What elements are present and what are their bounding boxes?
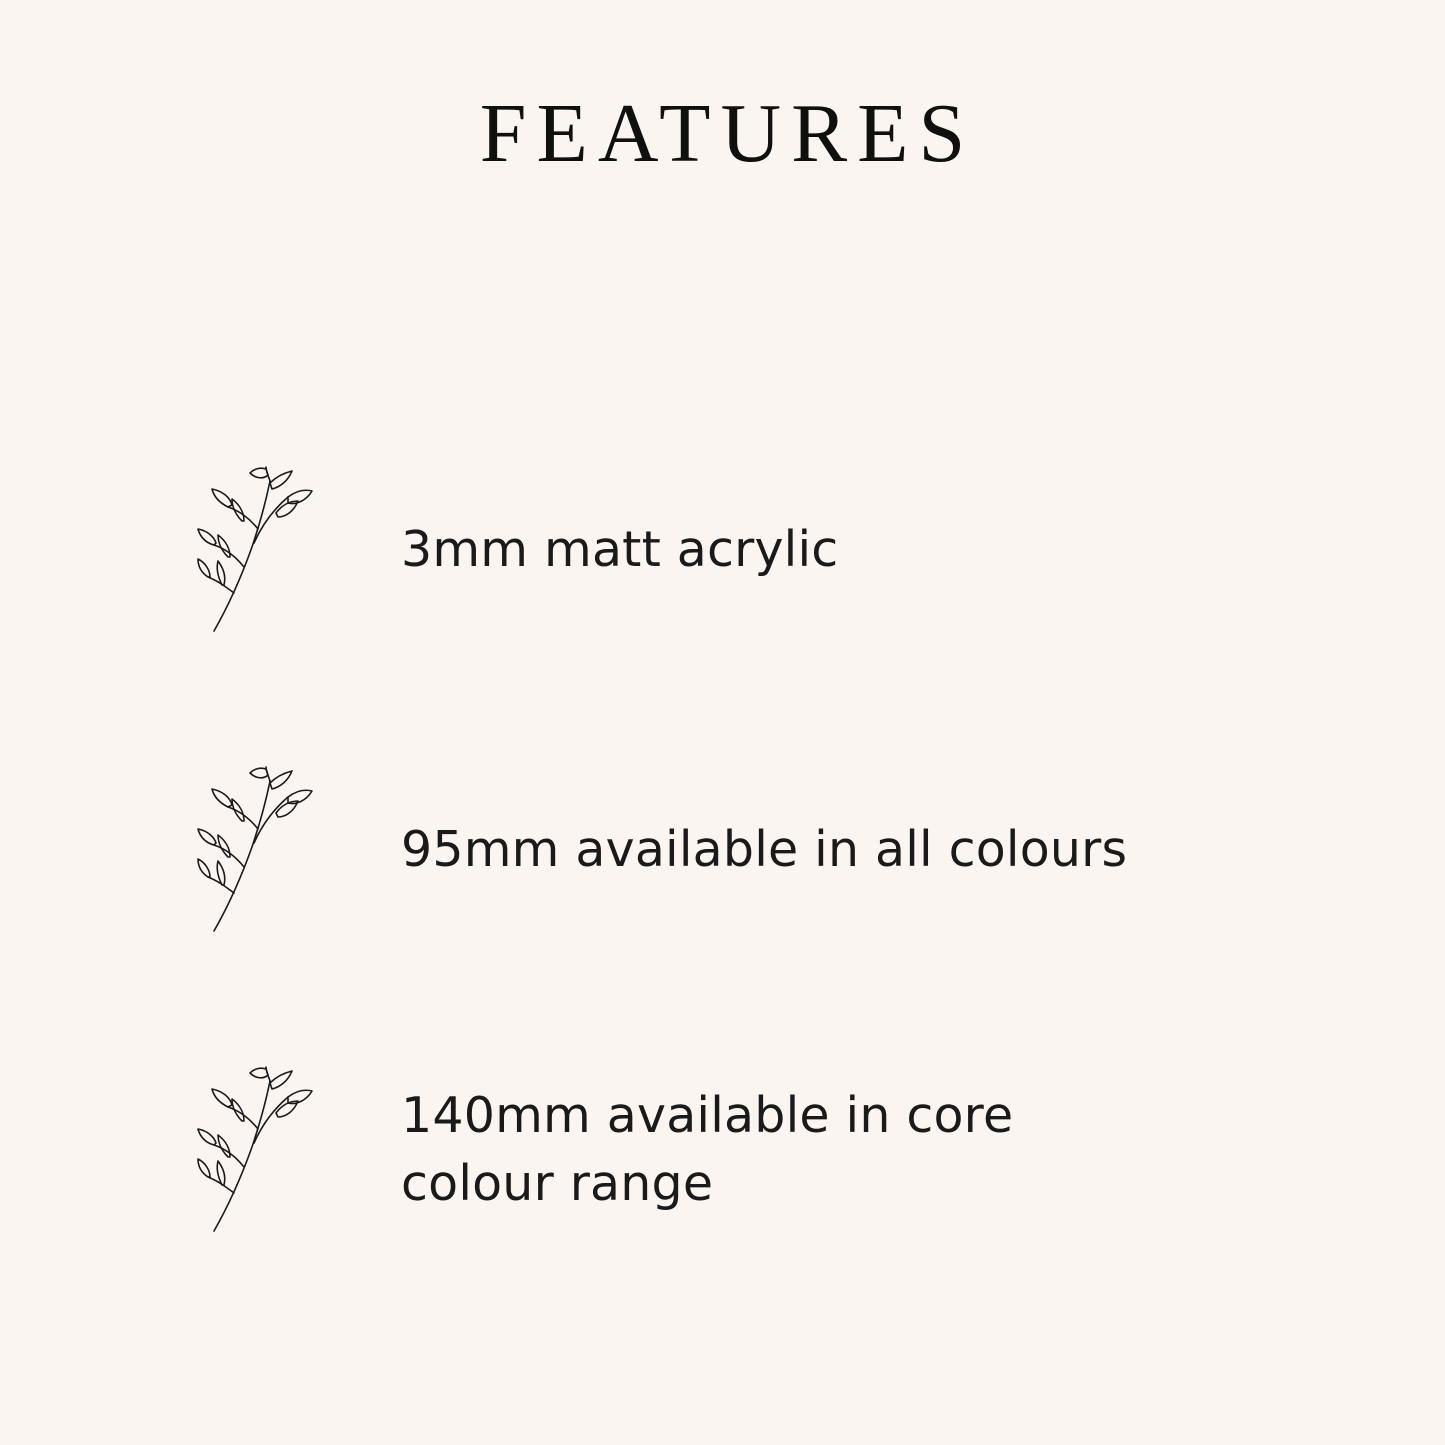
list-item	[196, 460, 1296, 640]
leaf-sprig-icon	[196, 463, 346, 638]
leaf-sprig-icon	[196, 763, 346, 938]
page-title: FEATURES	[479, 87, 976, 180]
list-item	[196, 1060, 1296, 1240]
feature-text: 140mm available in core colour range	[401, 1087, 1014, 1212]
list-item	[196, 760, 1296, 940]
leaf-sprig-icon	[196, 1063, 346, 1238]
feature-text: 3mm matt acrylic	[401, 521, 839, 579]
features-list	[196, 460, 1296, 1240]
feature-text: 95mm available in all colours	[401, 821, 1128, 879]
